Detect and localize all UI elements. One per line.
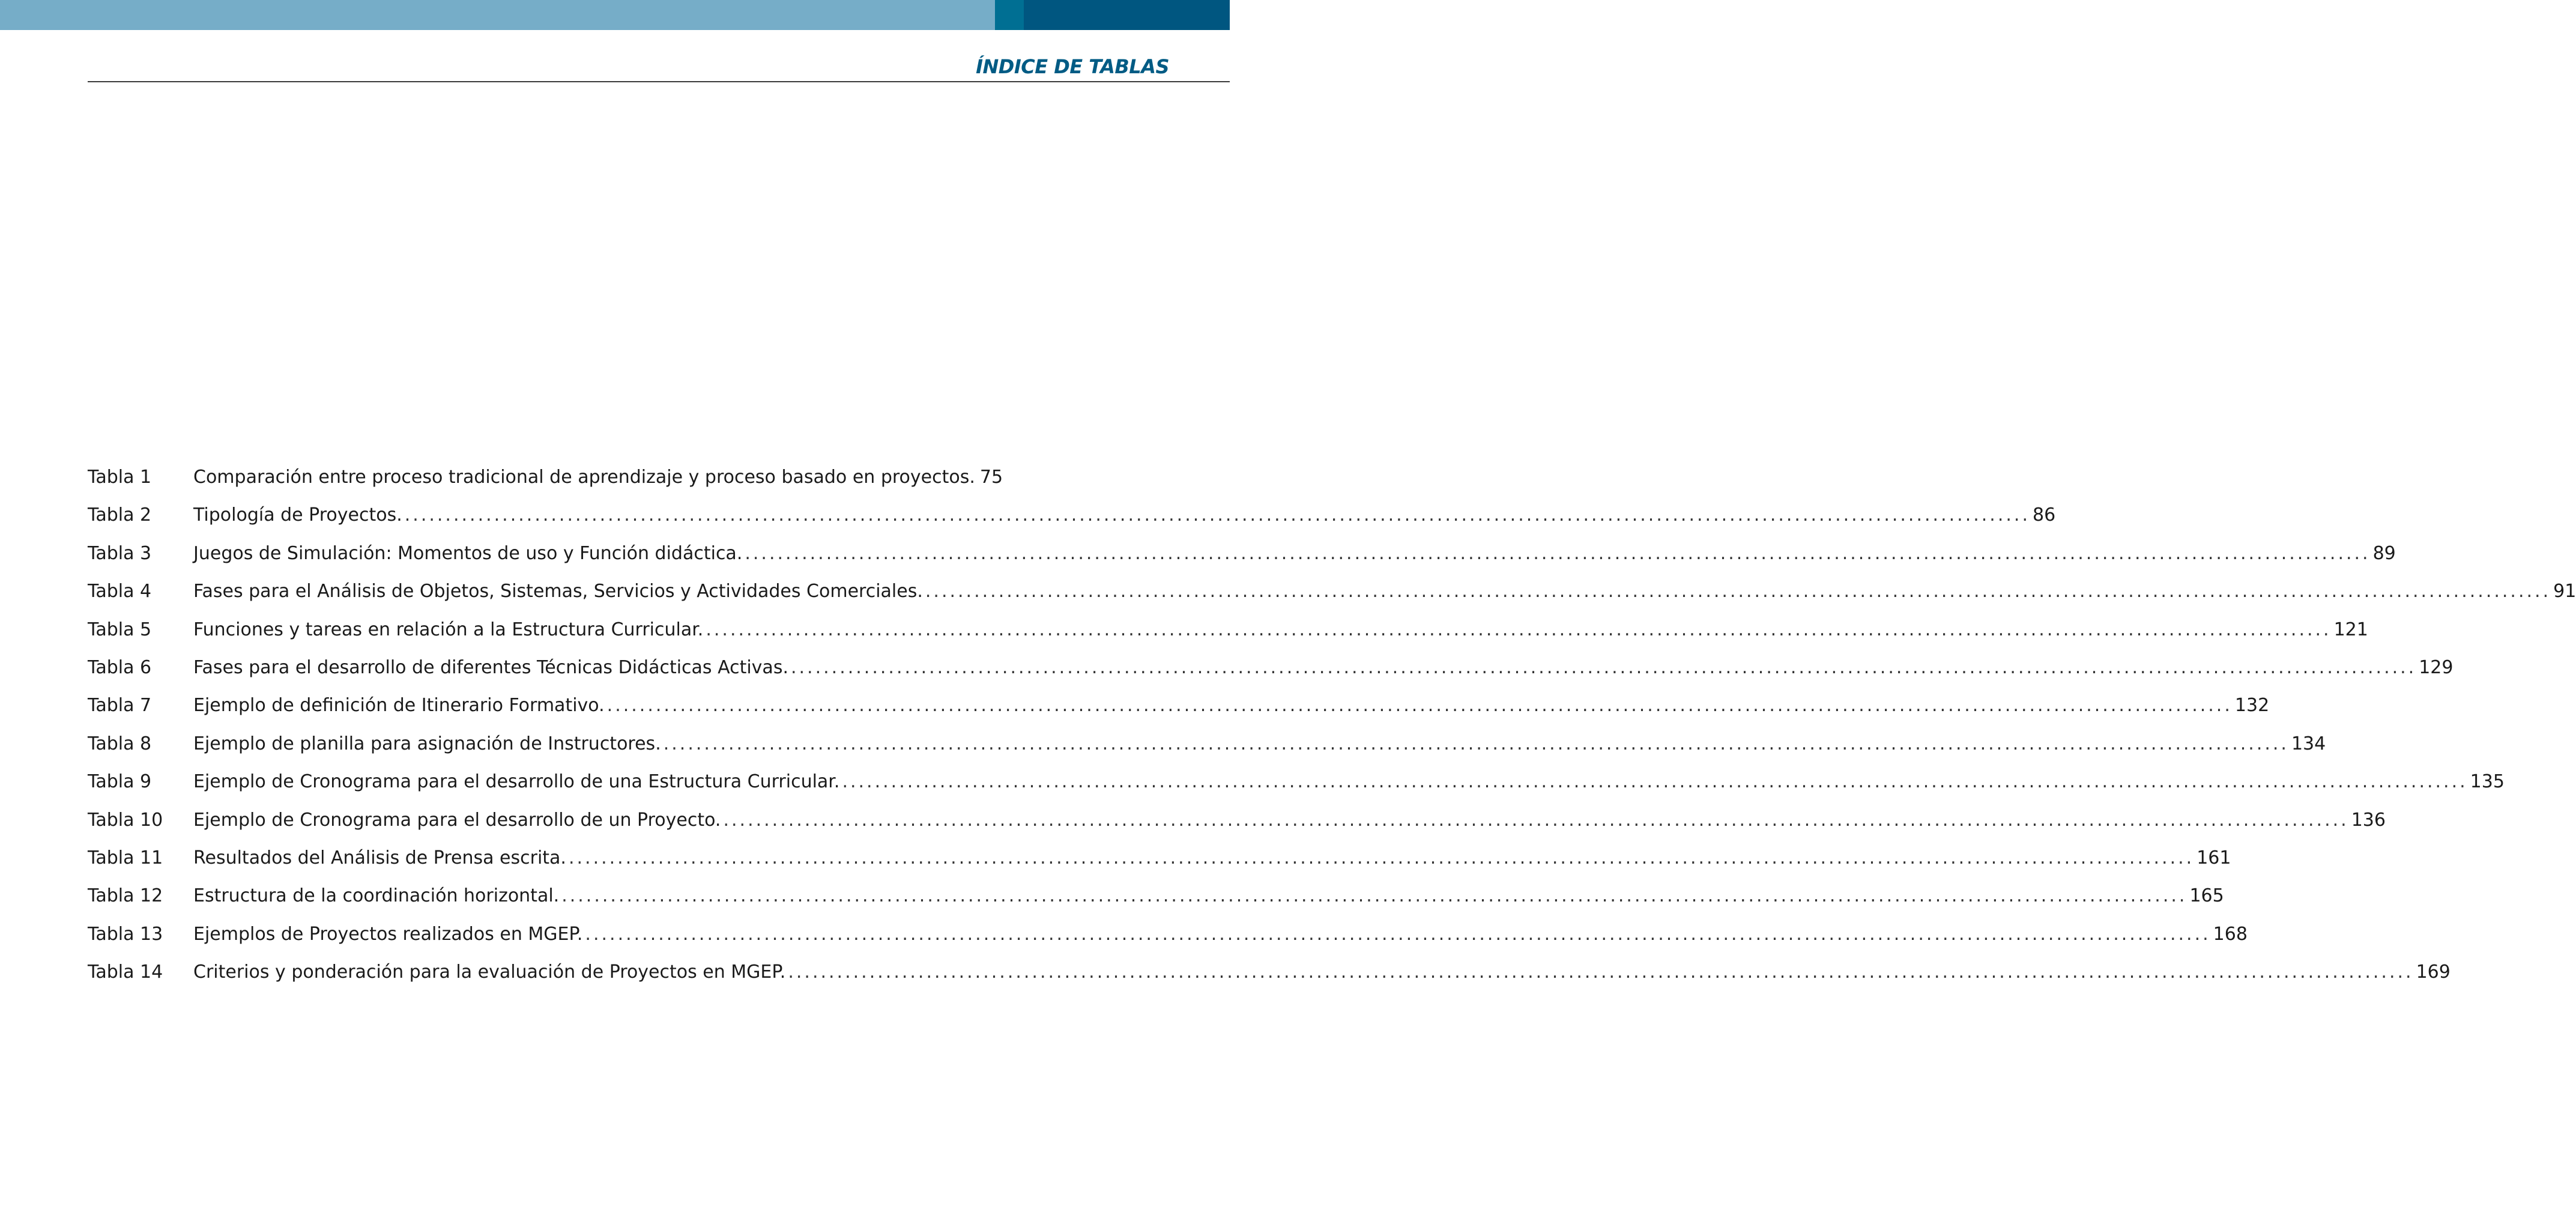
toc-entry-page: 168	[2213, 923, 2248, 945]
toc-entry-page: 169	[2416, 962, 2451, 983]
top-bar-dark-segment	[1024, 0, 1230, 30]
toc-entry-title: Ejemplo de planilla para asignación de Instructores.	[193, 733, 661, 754]
toc-entry-page: 91	[2553, 581, 2576, 602]
toc-entry-page: 165	[2189, 885, 2224, 907]
toc-entry-page: 121	[2333, 619, 2368, 640]
toc-entry-label: Tabla 14	[88, 962, 163, 983]
toc-entry-label: Tabla 3	[88, 542, 152, 564]
toc-entry-title: Fases para el desarrollo de diferentes Técnicas Didácticas Activas.	[193, 656, 788, 678]
toc-entry-title: Comparación entre proceso tradicional de aprendizaje y proceso basado en proyectos.	[193, 467, 975, 488]
toc-entry-label: Tabla 13	[88, 923, 163, 945]
toc-dot-leader: ........................................................................................................................................................................................................	[842, 771, 2468, 793]
toc-entry[interactable]	[88, 649, 2454, 686]
toc-entry-title: Ejemplo de Cronograma para el desarrollo de una Estructura Curricular.	[193, 771, 840, 793]
toc-entry-page: 161	[2197, 847, 2231, 868]
toc-entry-page: 135	[2470, 771, 2505, 793]
toc-dot-leader: ........................................................................................................................................................................................................	[788, 962, 2414, 983]
toc-entry[interactable]	[88, 801, 2386, 839]
page-title: ÍNDICE DE TABLAS	[976, 55, 1169, 78]
toc-entry-page: 86	[2032, 504, 2056, 526]
toc-entry-title: Ejemplo de Cronograma para el desarrollo de un Proyecto.	[193, 809, 721, 831]
toc-entry[interactable]	[88, 458, 1003, 496]
toc-entry[interactable]	[88, 686, 2270, 724]
toc-dot-leader: ........................................................................................................................................................................................................	[706, 619, 2332, 640]
toc-entry-title: Juegos de Simulación: Momentos de uso y Función didáctica.	[193, 542, 743, 564]
toc-dot-leader: ........................................................................................................................................................................................................	[723, 809, 2349, 831]
toc-entry-title: Tipología de Proyectos.	[193, 504, 402, 526]
toc-entry-title: Fases para el Análisis de Objetos, Sistemas, Servicios y Actividades Comerciales.	[193, 581, 923, 602]
toc-entry-title: Criterios y ponderación para la evaluación de Proyectos en MGEP.	[193, 962, 786, 983]
toc-entry-title: Ejemplos de Proyectos realizados en MGEP.	[193, 923, 583, 945]
toc-entry[interactable]	[88, 763, 2505, 801]
top-bar-light-segment	[0, 0, 995, 30]
toc-entry-label: Tabla 11	[88, 847, 163, 868]
toc-entry-label: Tabla 4	[88, 581, 152, 602]
toc-entry[interactable]	[88, 725, 2326, 763]
toc-entry-label: Tabla 5	[88, 619, 152, 640]
toc-entry[interactable]	[88, 877, 2224, 915]
toc-dot-leader: ........................................................................................................................................................................................................	[745, 542, 2371, 564]
toc-entry[interactable]	[88, 572, 2576, 610]
toc-entry[interactable]	[88, 535, 2396, 572]
toc-entry-label: Tabla 1	[88, 467, 152, 488]
toc-entry-page: 136	[2351, 809, 2386, 831]
toc-entry-label: Tabla 9	[88, 771, 152, 793]
toc-entry-title: Funciones y tareas en relación a la Estructura Curricular.	[193, 619, 704, 640]
toc-entry[interactable]	[88, 915, 2248, 953]
toc-entry[interactable]	[88, 611, 2368, 649]
toc-dot-leader: ........................................................................................................................................................................................................	[568, 847, 2195, 868]
toc-entry[interactable]	[88, 953, 2451, 991]
toc-entry-title: Resultados del Análisis de Prensa escrita.	[193, 847, 566, 868]
top-color-bar	[0, 0, 1230, 30]
toc-entry-label: Tabla 8	[88, 733, 152, 754]
table-index-list	[88, 458, 2576, 991]
toc-dot-leader: ........................................................................................................................................................................................................	[561, 885, 2187, 907]
toc-entry-page: 89	[2372, 542, 2396, 564]
toc-dot-leader: ........................................................................................................................................................................................................	[663, 733, 2289, 754]
toc-entry-page: 132	[2234, 695, 2270, 716]
toc-entry-title: Estructura de la coordinación horizontal.	[193, 885, 560, 907]
toc-entry-label: Tabla 10	[88, 809, 163, 831]
toc-dot-leader: ........................................................................................................................................................................................................	[404, 504, 2030, 526]
toc-entry[interactable]	[88, 839, 2231, 877]
toc-dot-leader: ........................................................................................................................................................................................................	[585, 923, 2211, 945]
toc-entry-page: 129	[2419, 656, 2454, 678]
toc-entry-label: Tabla 2	[88, 504, 152, 526]
toc-entry[interactable]	[88, 496, 2056, 534]
toc-entry-page: 75	[979, 467, 1003, 488]
toc-dot-leader: ........................................................................................................................................................................................................	[925, 581, 2551, 602]
header-rule	[88, 81, 1230, 82]
toc-dot-leader: ........................................................................................................................................................................................................	[606, 695, 2233, 716]
toc-entry-page: 134	[2291, 733, 2326, 754]
toc-entry-title: Ejemplo de definición de Itinerario Formativo.	[193, 695, 605, 716]
toc-dot-leader: ........................................................................................................................................................................................................	[790, 656, 2417, 678]
toc-entry-label: Tabla 12	[88, 885, 163, 907]
top-bar-mid-segment	[995, 0, 1024, 30]
toc-entry-label: Tabla 6	[88, 656, 152, 678]
toc-entry-label: Tabla 7	[88, 695, 152, 716]
